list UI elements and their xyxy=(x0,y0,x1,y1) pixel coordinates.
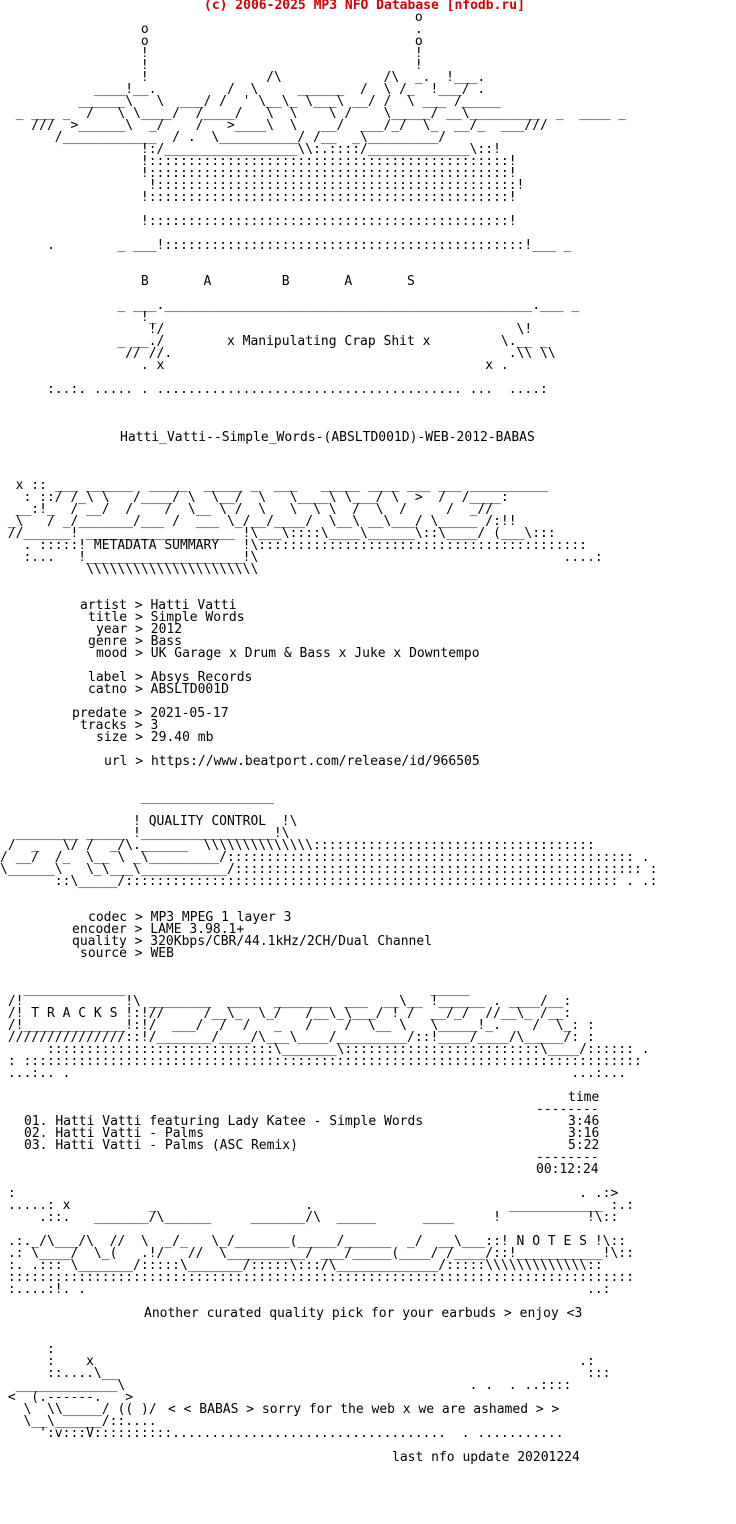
quality-row-encoder: encoder > LAME 3.98.1+ xyxy=(72,922,245,937)
metadata-label: tracks xyxy=(80,718,127,733)
metadata-row-size: size > 29.40 mb xyxy=(96,730,214,745)
metadata-value: Bass xyxy=(150,634,182,649)
tracks-art-line: ...:.. . ...:... xyxy=(0,1066,627,1081)
metadata-label: url xyxy=(104,754,128,769)
track-number: 02. xyxy=(24,1126,48,1141)
tracks-art-line: /! !\ ________ ____ _______ ___ __\__ !______ . ____/__: xyxy=(0,994,572,1009)
notes-art-line: :. .::: \_______/:::::\_______/:::::\:::/\_____________/:::::\\\\\\\\\\\\\:: xyxy=(0,1258,603,1273)
logo-line: !::::::::::::::::::::::::::::::::::::::::::::::! xyxy=(0,166,517,181)
metadata-art-line: __:!_ / __/ / / \__ \ / \ \ \ \ / \ / / _// xyxy=(0,502,494,517)
metadata-art-line: : ::/ /_\ \ /____/ \ \__/ \ \____\ \___/ \ > / /____: xyxy=(0,490,509,505)
tagline: _ __./ x Manipulating Crap Shit x \.__ _ xyxy=(0,334,548,349)
track-time: 5:22 xyxy=(568,1138,600,1153)
time-column-header: time xyxy=(568,1090,600,1105)
metadata-art-line: //______! ___________________ !\___\::::\____\______\::\____/ (___\::: xyxy=(0,526,556,541)
quality-label: codec xyxy=(88,910,128,925)
metadata-label: artist xyxy=(80,598,127,613)
tracks-art-line: /!_____________!:!/ ___/ / / _ / / \__ \ \_____!_. / \_: : xyxy=(0,1018,595,1033)
footer-art-line: : x .: xyxy=(0,1354,595,1369)
metadata-label: title xyxy=(88,610,128,625)
logo-line: !::::::::::::::::::::::::::::::::::::::::::::::! xyxy=(0,178,525,193)
track-title: Hatti Vatti - Palms (ASC Remix) xyxy=(55,1138,298,1153)
logo-line: :..:. ..... . ....................................... ... ....: xyxy=(0,382,548,397)
metadata-row-genre: genre > Bass xyxy=(88,634,182,649)
track-title: Hatti Vatti featuring Lady Katee - Simple Words xyxy=(55,1114,424,1129)
logo-line: !::::::::::::::::::::::::::::::::::::::::::::::! xyxy=(0,214,517,229)
footer-signoff: < < BABAS > sorry for the web x we are ashamed > > xyxy=(168,1402,560,1417)
metadata-value: Absys Records xyxy=(150,670,253,685)
logo-line: o o xyxy=(0,34,423,49)
logo-line: ______\ \ ___/ / ' \__\_ \___\ __/ / \ ___ /_____ xyxy=(0,94,501,109)
metadata-summary-title: . :::::! METADATA SUMMARY !\:::::::::::::::::::::::::::::::::::::::::: xyxy=(0,538,587,553)
logo-line: /____________ / . \__________/ /__ _\_________/ xyxy=(0,130,447,145)
metadata-row-label: label > Absys Records xyxy=(88,670,253,685)
metadata-label: catno xyxy=(88,682,128,697)
metadata-label: label xyxy=(88,670,128,685)
quality-art-line: ________ _____ !_________________!\ xyxy=(0,826,290,841)
quality-row-codec: codec > MP3 MPEG 1 layer 3 xyxy=(88,910,292,925)
tracks-art-line: :::::::::::::::::::::::::::::\_______\:::::::::::::::::::::::::\____/:::::: . xyxy=(0,1042,650,1057)
metadata-art-line: \\\\\\\\\\\\\\\\\\\\\\ xyxy=(0,562,259,577)
metadata-row-catno: catno > ABSLTD001D xyxy=(88,682,229,697)
time-divider: -------- xyxy=(536,1102,599,1117)
metadata-row-tracks: tracks > 3 xyxy=(80,718,159,733)
logo-line: !::::::::::::::::::::::::::::::::::::::::::::::! xyxy=(0,190,517,205)
tracks-title: /! T R A C K S !:!// /__\_ \_/ /__\_\___/ ! / __/_/ //__\_ /__: xyxy=(0,1006,572,1021)
metadata-value: 29.40 mb xyxy=(150,730,214,745)
notes-art-line: .::. _______/\______ _______/\ _____ ____ ! !\:: xyxy=(0,1210,619,1225)
metadata-row-artist: artist > Hatti Vatti xyxy=(80,598,237,613)
metadata-label: predate xyxy=(72,706,127,721)
metadata-value: 2021-05-17 xyxy=(150,706,229,721)
quality-label: source xyxy=(80,946,127,961)
notes-art-line: :....:!. . ..: xyxy=(0,1282,611,1297)
metadata-label: size xyxy=(96,730,128,745)
metadata-label: year xyxy=(96,622,128,637)
quality-art-line: / __/ /_ \__ \ _\_________/:::::::::::::::::::::::::::::::::::::::::::::::::::: . xyxy=(0,850,650,865)
tracks-art-line: _____________ _____ xyxy=(0,982,470,997)
notes-art-line: :::::::::::::::::::::::::::::::::::::::::::::::::::::::::::::::::::::::::::::::: xyxy=(0,1270,634,1285)
logo-line: o . xyxy=(0,22,423,37)
track-time: 3:46 xyxy=(568,1114,600,1129)
quality-art-line: _________________ xyxy=(0,790,274,805)
group-name-letters: B A B A S xyxy=(0,274,415,289)
quality-value: WEB xyxy=(150,946,174,961)
total-time: 00:12:24 xyxy=(536,1162,599,1177)
track-title: Hatti Vatti - Palms xyxy=(55,1126,205,1141)
logo-line: ! /\ /\ _. !___. xyxy=(0,70,486,85)
footer-art-line: ':v:::V::::::::::................................... . ........... xyxy=(0,1426,564,1441)
quality-row-source: source > WEB xyxy=(80,946,174,961)
copyright-header: (c) 2006-2025 MP3 NFO Database [nfodb.ru] xyxy=(204,0,525,13)
footer-art-line: _____________\ . . . ..:::: xyxy=(0,1378,572,1393)
track-number: 01. xyxy=(24,1114,48,1129)
url-link[interactable]: https://www.beatport.com/release/id/966505 xyxy=(150,754,480,769)
quality-label: quality xyxy=(72,934,127,949)
logo-line: o xyxy=(0,10,423,25)
metadata-art-line: :... !____________________!\ ....: xyxy=(0,550,603,565)
quality-art-line: ::\_____/::::::::::::::::::::::::::::::::::::::::::::::::::::::::::::::: . .: xyxy=(0,874,658,889)
notes-message: Another curated quality pick for your earbuds > enjoy <3 xyxy=(144,1306,583,1321)
last-update: last nfo update 20201224 xyxy=(392,1450,580,1465)
logo-line: _ ___ _ / \ \____/ /____/ \ \ \ / \_____/ __\_________ _ ____ _ xyxy=(0,106,627,121)
time-divider: -------- xyxy=(536,1150,599,1165)
metadata-art-line: _\ / _/_______/___ / ___ \_/__/____/ \__\ __\___/ \_____ /:!! xyxy=(0,514,517,529)
metadata-row-predate: predate > 2021-05-17 xyxy=(72,706,229,721)
quality-value: MP3 MPEG 1 layer 3 xyxy=(150,910,292,925)
notes-art-line: : . .:> xyxy=(0,1186,619,1201)
logo-line: ____!__. / \ ______ / \ /_ !___/ . xyxy=(0,82,486,97)
track-number: 03. xyxy=(24,1138,48,1153)
logo-line: !::::::::::::::::::::::::::::::::::::::::::::::! xyxy=(0,154,517,169)
footer-art-line: ::....\__ ::: xyxy=(0,1366,611,1381)
metadata-row-year: year > 2012 xyxy=(96,622,183,637)
logo-line: /// >______\ _/ / >____\ \ __/ ___/_/ \_ __/_ ___/// xyxy=(0,118,548,133)
notes-art-line: .: \____/ \_( .!/ // \__________/ ___/_____(____/ /____/::!___________!\:: xyxy=(0,1246,634,1261)
metadata-value: 2012 xyxy=(150,622,183,637)
quality-art-line: \______\ \_\___\___________/:::::::::::::::::::::::::::::::::::::::::::::::::::: : xyxy=(0,862,658,877)
track-time: 3:16 xyxy=(568,1126,600,1141)
logo-line: !_ xyxy=(0,310,157,325)
quality-art-line: / _ \/ / _/\.______ \\\\\\\\\\\\\\:::::::::::::::::::::::::::::::::::: xyxy=(0,838,595,853)
metadata-label: mood xyxy=(96,646,128,661)
quality-label: encoder xyxy=(72,922,127,937)
logo-line: . x x . xyxy=(0,358,509,373)
logo-line: _ ___._______________________________________________.___ _ xyxy=(0,298,580,313)
logo-line: // //. .\\ \\ xyxy=(0,346,556,361)
quality-row-quality: quality > 320Kbps/CBR/44.1kHz/2CH/Dual Channel xyxy=(72,934,433,949)
logo-line: !:/_________________\\:.::::/_____________\::! xyxy=(0,142,501,157)
metadata-row-mood: mood > UK Garage x Drum & Bass x Juke x Downtempo xyxy=(96,646,480,661)
tracks-art-line: ///////////////::!/_______/____/\___\____/_________/::!____/____/\_____/: : xyxy=(0,1030,595,1045)
metadata-value: ABSLTD001D xyxy=(150,682,229,697)
footer-art-line: : xyxy=(0,1342,55,1357)
metadata-label: genre xyxy=(88,634,128,649)
metadata-value: UK Garage x Drum & Bass x Juke x Downtempo xyxy=(150,646,480,661)
metadata-value: 3 xyxy=(150,718,159,733)
metadata-value: Hatti Vatti xyxy=(150,598,237,613)
metadata-row-title: title > Simple Words xyxy=(88,610,245,625)
tracks-art-line: : ::::::::::::::::::::::::::::::::::::::::::::::::::::::::::::::::::::::::::::::: xyxy=(0,1054,642,1069)
logo-line: ! ! xyxy=(0,46,423,61)
metadata-art-line: x :: ___ ______ _____ _____ _ ___ _____ ____ ___ ___ __________ xyxy=(0,478,548,493)
track-row xyxy=(24,1140,298,1152)
quality-value: 320Kbps/CBR/44.1kHz/2CH/Dual Channel xyxy=(150,934,433,949)
logo-line: . _ ___!::::::::::::::::::::::::::::::::::::::::::::::!___ _ xyxy=(0,238,572,253)
notes-art-line: .....: x _ . ____________ :.: xyxy=(0,1198,634,1213)
release-name: Hatti_Vatti--Simple_Words-(ABSLTD001D)-WEB-2012-BABAS xyxy=(120,430,535,445)
logo-line: ! ! xyxy=(0,58,423,73)
logo-line: !/ \! xyxy=(0,322,533,337)
footer-art-line: \__\______/::.... xyxy=(0,1414,157,1429)
footer-art-line: < (.------. > xyxy=(0,1390,134,1405)
notes-title: .:._/\___/\ // \ _/_ \_/_______(_____/______ _/ __\___::! N O T E S !\:: xyxy=(0,1234,627,1249)
metadata-row-url: url > https://www.beatport.com/release/id/966505 xyxy=(104,754,480,769)
footer-art-glyph: \ \\_____/ (( )/ xyxy=(8,1402,165,1417)
metadata-value: Simple Words xyxy=(150,610,245,625)
quality-control-title: ! QUALITY CONTROL !\ xyxy=(0,814,298,829)
quality-value: LAME 3.98.1+ xyxy=(150,922,245,937)
